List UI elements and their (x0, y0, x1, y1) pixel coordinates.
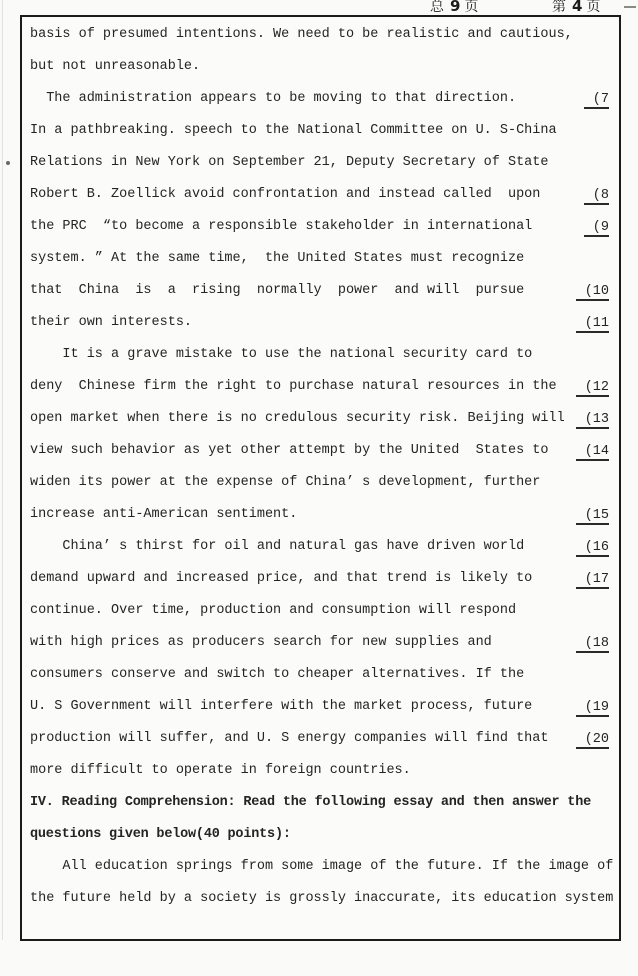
line-text: In a pathbreaking. speech to the National Committee on U. S-China (30, 123, 557, 138)
total-pages-label: 总 (430, 0, 446, 15)
text-line (30, 51, 615, 83)
text-line (30, 307, 615, 339)
correction-line-number: (17 (576, 573, 609, 589)
line-text: IV. Reading Comprehension: Read the following essay and then answer the (30, 795, 591, 810)
text-line (30, 691, 615, 723)
line-text: their own interests. (30, 315, 193, 330)
text-line (30, 179, 615, 211)
correction-line-number: (13 (576, 413, 609, 429)
correction-line-number: (12 (576, 381, 609, 397)
line-text: The administration appears to be moving to that direction. (30, 91, 517, 106)
line-text: China’ s thirst for oil and natural gas have driven world (30, 539, 525, 554)
line-text: more difficult to operate in foreign countries. (30, 763, 411, 778)
text-line (30, 595, 615, 627)
line-text: open market when there is no credulous security risk. Beijing will (30, 411, 565, 426)
line-text: increase anti-American sentiment. (30, 507, 298, 522)
line-text: deny Chinese firm the right to purchase natural resources in the (30, 379, 557, 394)
line-text: All education springs from some image of the future. If the image of (30, 859, 614, 874)
correction-line-number: (19 (576, 701, 609, 717)
text-line (30, 851, 615, 883)
text-line (30, 403, 615, 435)
line-text: the PRC “to become a responsible stakeholder in international (30, 219, 533, 234)
correction-line-number: (8 (584, 189, 609, 205)
correction-line-number: (11 (576, 317, 609, 333)
line-text: It is a grave mistake to use the national security card to (30, 347, 533, 362)
line-text: but not unreasonable. (30, 59, 201, 74)
line-text: continue. Over time, production and consumption will respond (30, 603, 517, 618)
correction-line-number: (15 (576, 509, 609, 525)
text-line (30, 723, 615, 755)
correction-line-number: (14 (576, 445, 609, 461)
correction-line-number: (16 (576, 541, 609, 557)
text-line (30, 659, 615, 691)
text-line (30, 371, 615, 403)
line-text: with high prices as producers search for new supplies and (30, 635, 492, 650)
line-text: that China is a rising normally power and will pursue (30, 283, 525, 298)
line-text: Relations in New York on September 21, Deputy Secretary of State (30, 155, 549, 170)
text-line (30, 275, 615, 307)
text-line (30, 563, 615, 595)
line-text: Robert B. Zoellick avoid confrontation and instead called upon (30, 187, 541, 202)
text-line (30, 147, 615, 179)
current-page-indicator (552, 0, 602, 15)
text-line (30, 339, 615, 371)
correction-line-number: (10 (576, 285, 609, 301)
section-heading-line (30, 787, 615, 819)
text-line (30, 19, 615, 51)
line-text: production will suffer, and U. S energy companies will find that (30, 731, 549, 746)
line-text: U. S Government will interfere with the market process, future (30, 699, 533, 714)
line-text: the future held by a society is grossly inaccurate, its education system (30, 891, 614, 906)
text-line (30, 115, 615, 147)
content-frame (20, 15, 621, 941)
current-page-unit: 页 (586, 0, 603, 15)
line-text: questions given below(40 points): (30, 827, 291, 842)
correction-line-number: (20 (576, 733, 609, 749)
text-line (30, 883, 615, 915)
line-text: demand upward and increased price, and that trend is likely to (30, 571, 533, 586)
line-text: system. ” At the same time, the United States must recognize (30, 251, 525, 266)
line-text: view such behavior as yet other attempt by the United States to (30, 443, 549, 458)
text-line (30, 243, 615, 275)
line-text: consumers conserve and switch to cheaper alternatives. If the (30, 667, 525, 682)
text-line (30, 499, 615, 531)
text-line (30, 755, 615, 787)
line-text: widen its power at the expense of China’ s development, further (30, 475, 541, 490)
document-text-block (30, 19, 615, 915)
text-line (30, 435, 615, 467)
text-line (30, 83, 615, 115)
total-pages-indicator (430, 0, 480, 15)
correction-line-number: (7 (584, 93, 609, 109)
correction-line-number: (9 (584, 221, 609, 237)
correction-line-number: (18 (576, 637, 609, 653)
scan-edge-artifact (2, 0, 3, 940)
page-header (0, 0, 638, 14)
current-page-number: 4 (572, 0, 583, 15)
text-line (30, 467, 615, 499)
text-line (30, 531, 615, 563)
text-line (30, 627, 615, 659)
line-text: basis of presumed intentions. We need to be realistic and cautious, (30, 27, 573, 42)
total-pages-number: 9 (450, 0, 461, 15)
text-line (30, 211, 615, 243)
scan-speck-dot (6, 161, 10, 165)
total-pages-unit: 页 (464, 0, 481, 15)
current-page-label: 第 (552, 0, 568, 15)
section-heading-line (30, 819, 615, 851)
